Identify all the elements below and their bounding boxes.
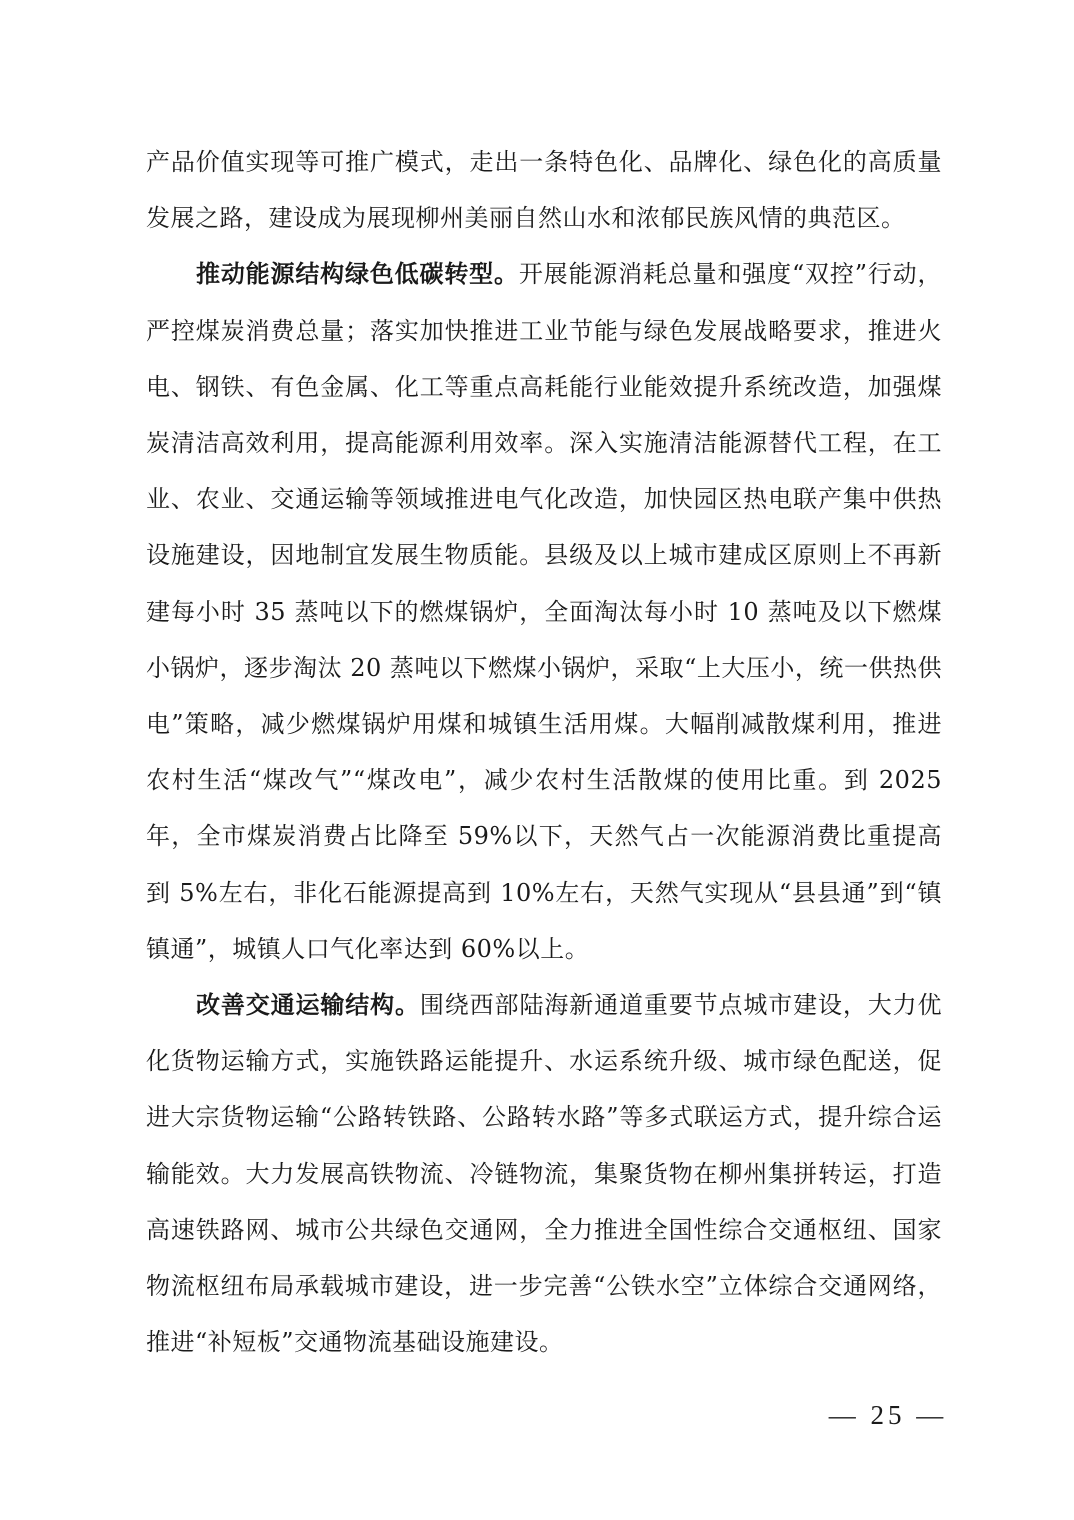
paragraph-transport-structure [146,977,942,1370]
page-number: — 25 — [828,1400,948,1430]
paragraph-text: 产品价值实现等可推广模式，走出一条特色化、品牌化、绿色化的高质量发展之路，建设成为展现柳州美丽自然山水和浓郁民族风情的典范区。 [146,148,942,233]
paragraph-text: 围绕西部陆海新通道重要节点城市建设，大力优化货物运输方式，实施铁路运能提升、水运系统升级、城市绿色配送，促进大宗货物运输“公路转铁路、公路转水路”等多式联运方式，提升综合运输能效。大力发展高铁物流、冷链物流，集聚货物在柳州集拼转运，打造高速铁路网、城市公共绿色交通网，全力推进全国性综合交通枢纽、国家物流枢纽布局承载城市建设，进一步完善“公铁水空”立体综合交通网络，推进“补短板”交通物流基础设施建设。 [146,991,943,1357]
paragraph-text: 开展能源消耗总量和强度“双控”行动，严控煤炭消费总量；落实加快推进工业节能与绿色发展战略要求，推进火电、钢铁、有色金属、化工等重点高耗能行业能效提升系统改造，加强煤炭清洁高效利用，提高能源利用效率。深入实施清洁能源替代工程，在工业、农业、交通运输等领域推进电气化改造，加快园区热电联产集中供热设施建设，因地制宜发展生物质能。县级及以上城市建成区原则上不再新建每小时 35 蒸吨以下的燃煤锅炉，全面淘汰每小时 10 蒸吨及以下燃煤小锅炉，逐步淘汰 20 蒸吨以下燃煤小锅炉，采取“上大压小，统一供热供电”策略，减少燃煤锅炉用煤和城镇生活用煤。大幅削减散煤利用，推进农村生活“煤改气”“煤改电”，减少农村生活散煤的使用比重。到 2025 年，全市煤炭消费占比降至 59%以下，天然气占一次能源消费比重提高到 5%左右，非化石能源提高到 10%左右，天然气实现从“县县通”到“镇镇通”，城镇人口气化率达到 60%以上。 [146,260,942,963]
paragraph-continuation [146,134,942,246]
body-text [146,134,942,1370]
paragraph-heading: 改善交通运输结构。 [196,990,420,1020]
paragraph-energy-structure [146,246,942,977]
paragraph-heading: 推动能源结构绿色低碳转型。 [196,259,519,289]
